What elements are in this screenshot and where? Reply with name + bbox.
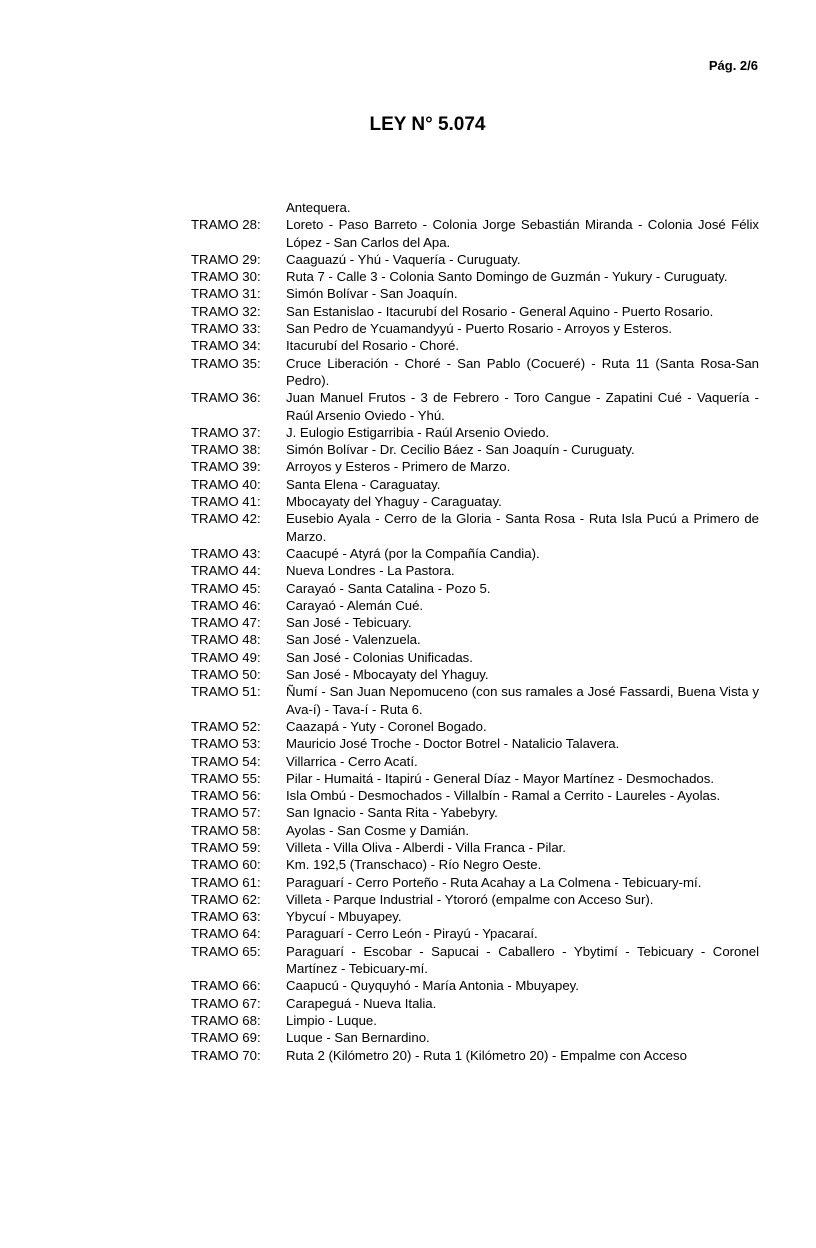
tramo-route: Ñumí - San Juan Nepomuceno (con sus ramales a José Fassardi, Buena Vista y Ava-í) - Tava-í - Ruta 6. xyxy=(286,684,759,717)
tramo-label: TRAMO 30: xyxy=(191,269,261,285)
tramo-label: TRAMO 59: xyxy=(191,839,261,855)
tramo-route: Limpio - Luque. xyxy=(286,1012,377,1028)
tramo-route: Arroyos y Esteros - Primero de Marzo. xyxy=(286,459,511,475)
tramo-row xyxy=(191,614,759,631)
tramo-row xyxy=(191,1047,759,1064)
tramo-row xyxy=(191,891,759,908)
tramo-route: Caacupé - Atyrá (por la Compañía Candia). xyxy=(286,545,540,561)
tramo-label: TRAMO 57: xyxy=(191,805,261,821)
tramo-row xyxy=(191,631,759,648)
tramo-label: TRAMO 41: xyxy=(191,494,261,510)
tramo-route: Simón Bolívar - San Joaquín. xyxy=(286,286,458,302)
tramo-row xyxy=(191,735,759,752)
tramo-route: Mauricio José Troche - Doctor Botrel - Natalicio Talavera. xyxy=(286,736,620,752)
tramo-row xyxy=(191,908,759,925)
tramo-route: Ybycuí - Mbuyapey. xyxy=(286,909,402,925)
tramo-label: TRAMO 29: xyxy=(191,251,261,267)
tramo-label: TRAMO 28: xyxy=(191,217,261,233)
tramo-row xyxy=(191,441,759,458)
tramo-row xyxy=(191,995,759,1012)
tramo-row xyxy=(191,493,759,510)
tramo-label: TRAMO 53: xyxy=(191,736,261,752)
tramo-row xyxy=(191,355,759,390)
tramo-route: Paraguarí - Cerro León - Pirayú - Ypacaraí. xyxy=(286,926,538,942)
tramo-row xyxy=(191,580,759,597)
tramo-label: TRAMO 61: xyxy=(191,874,261,890)
tramo-row xyxy=(191,856,759,873)
tramo-label: TRAMO 49: xyxy=(191,649,261,665)
tramo-row xyxy=(191,666,759,683)
tramo-label: TRAMO 68: xyxy=(191,1012,261,1028)
tramo-label: TRAMO 42: xyxy=(191,511,261,527)
tramo-row xyxy=(191,216,759,251)
tramo-label: TRAMO 39: xyxy=(191,459,261,475)
tramo-route: San Ignacio - Santa Rita - Yabebyry. xyxy=(286,805,498,821)
tramo-row xyxy=(191,285,759,302)
continuation-text: Antequera. xyxy=(286,200,351,215)
tramo-route: Luque - San Bernardino. xyxy=(286,1030,430,1046)
tramo-row xyxy=(191,320,759,337)
tramo-route: Juan Manuel Frutos - 3 de Febrero - Toro Cangue - Zapatini Cué - Vaquería - Raúl Arsenio Oviedo - Yhú. xyxy=(286,390,759,423)
tramo-label: TRAMO 44: xyxy=(191,563,261,579)
tramo-row xyxy=(191,787,759,804)
continuation-row xyxy=(191,199,759,216)
tramo-route: Itacurubí del Rosario - Choré. xyxy=(286,338,459,354)
tramo-label: TRAMO 46: xyxy=(191,597,261,613)
tramo-row xyxy=(191,303,759,320)
document-title: LEY N° 5.074 xyxy=(369,114,486,135)
tramo-route: Santa Elena - Caraguatay. xyxy=(286,476,441,492)
tramo-label: TRAMO 40: xyxy=(191,476,261,492)
tramo-route: Carayaó - Alemán Cué. xyxy=(286,597,424,613)
tramo-row xyxy=(191,337,759,354)
tramo-row xyxy=(191,943,759,978)
tramo-route: Isla Ombú - Desmochados - Villalbín - Ramal a Cerrito - Laureles - Ayolas. xyxy=(286,788,721,804)
tramo-route: Caazapá - Yuty - Coronel Bogado. xyxy=(286,718,487,734)
tramo-route: Paraguarí - Escobar - Sapucai - Caballero - Ybytimí - Tebicuary - Coronel Martínez - Tebicuary-mí. xyxy=(286,943,759,977)
tramo-route: Ruta 2 (Kilómetro 20) - Ruta 1 (Kilómetro 20) - Empalme con Acceso xyxy=(286,1047,687,1063)
tramo-row xyxy=(191,718,759,735)
tramo-route: Pilar - Humaitá - Itapirú - General Díaz - Mayor Martínez - Desmochados. xyxy=(286,770,714,786)
tramo-label: TRAMO 35: xyxy=(191,355,261,371)
tramo-row xyxy=(191,649,759,666)
tramo-route: Carapeguá - Nueva Italia. xyxy=(286,995,437,1011)
tramo-label: TRAMO 56: xyxy=(191,788,261,804)
page-number: Pág. 2/6 xyxy=(708,58,758,73)
tramo-label: TRAMO 51: xyxy=(191,684,261,700)
tramo-row xyxy=(191,251,759,268)
tramo-route: Caaguazú - Yhú - Vaquería - Curuguaty. xyxy=(286,251,521,267)
tramo-row xyxy=(191,977,759,994)
tramo-route: Caapucú - Quyquyhó - María Antonia - Mbuyapey. xyxy=(286,978,579,994)
tramo-row xyxy=(191,389,759,424)
tramo-label: TRAMO 54: xyxy=(191,753,261,769)
tramo-row xyxy=(191,770,759,787)
tramo-row xyxy=(191,925,759,942)
tramo-label: TRAMO 38: xyxy=(191,442,261,458)
tramo-row xyxy=(191,683,759,718)
tramo-label: TRAMO 45: xyxy=(191,580,261,596)
tramo-route: Villeta - Parque Industrial - Ytororó (empalme con Acceso Sur). xyxy=(286,891,654,907)
tramo-label: TRAMO 34: xyxy=(191,338,261,354)
tramo-route: Villeta - Villa Oliva - Alberdi - Villa Franca - Pilar. xyxy=(286,839,566,855)
tramo-label: TRAMO 52: xyxy=(191,718,261,734)
tramo-route: Km. 192,5 (Transchaco) - Río Negro Oeste. xyxy=(286,857,542,873)
tramo-list xyxy=(191,199,759,1064)
tramo-label: TRAMO 36: xyxy=(191,390,261,406)
tramo-row xyxy=(191,804,759,821)
tramo-route: Villarrica - Cerro Acatí. xyxy=(286,753,418,769)
tramo-label: TRAMO 31: xyxy=(191,286,261,302)
tramo-label: TRAMO 69: xyxy=(191,1030,261,1046)
tramo-row xyxy=(191,874,759,891)
tramo-label: TRAMO 65: xyxy=(191,943,261,959)
tramo-label: TRAMO 43: xyxy=(191,545,261,561)
tramo-route: Mbocayaty del Yhaguy - Caraguatay. xyxy=(286,494,502,510)
tramo-route: Paraguarí - Cerro Porteño - Ruta Acahay a La Colmena - Tebicuary-mí. xyxy=(286,874,702,890)
tramo-label: TRAMO 55: xyxy=(191,770,261,786)
tramo-label: TRAMO 37: xyxy=(191,424,261,440)
tramo-row xyxy=(191,510,759,545)
tramo-route: San Estanislao - Itacurubí del Rosario - General Aquino - Puerto Rosario. xyxy=(286,303,714,319)
tramo-row xyxy=(191,1012,759,1029)
tramo-label: TRAMO 66: xyxy=(191,978,261,994)
tramo-row xyxy=(191,839,759,856)
tramo-route: San José - Colonias Unificadas. xyxy=(286,649,473,665)
tramo-label: TRAMO 33: xyxy=(191,321,261,337)
tramo-route: Loreto - Paso Barreto - Colonia Jorge Sebastián Miranda - Colonia José Félix López - San Carlos del Apa. xyxy=(286,217,759,250)
tramo-label: TRAMO 62: xyxy=(191,891,261,907)
tramo-label: TRAMO 70: xyxy=(191,1047,261,1063)
tramo-row xyxy=(191,476,759,493)
tramo-row xyxy=(191,424,759,441)
tramo-label: TRAMO 64: xyxy=(191,926,261,942)
tramo-route: San José - Mbocayaty del Yhaguy. xyxy=(286,667,489,683)
tramo-row xyxy=(191,545,759,562)
tramo-row xyxy=(191,1029,759,1046)
tramo-route: Simón Bolívar - Dr. Cecilio Báez - San Joaquín - Curuguaty. xyxy=(286,442,635,458)
tramo-label: TRAMO 58: xyxy=(191,822,261,838)
tramo-label: TRAMO 32: xyxy=(191,303,261,319)
tramo-route: Nueva Londres - La Pastora. xyxy=(286,563,455,579)
tramo-label: TRAMO 47: xyxy=(191,615,261,631)
tramo-route: San Pedro de Ycuamandyyú - Puerto Rosario - Arroyos y Esteros. xyxy=(286,321,673,337)
tramo-row xyxy=(191,822,759,839)
tramo-route: Carayaó - Santa Catalina - Pozo 5. xyxy=(286,580,491,596)
tramo-row xyxy=(191,597,759,614)
tramo-route: Cruce Liberación - Choré - San Pablo (Cocueré) - Ruta 11 (Santa Rosa-San Pedro). xyxy=(286,355,759,388)
tramo-route: Ayolas - San Cosme y Damián. xyxy=(286,822,469,838)
tramo-route: J. Eulogio Estigarribia - Raúl Arsenio Oviedo. xyxy=(286,424,550,440)
tramo-label: TRAMO 60: xyxy=(191,857,261,873)
tramo-route: Ruta 7 - Calle 3 - Colonia Santo Domingo de Guzmán - Yukury - Curuguaty. xyxy=(286,269,728,285)
tramo-row xyxy=(191,458,759,475)
tramo-route: Eusebio Ayala - Cerro de la Gloria - Santa Rosa - Ruta Isla Pucú a Primero de Marzo. xyxy=(286,511,759,544)
tramo-row xyxy=(191,562,759,579)
tramo-row xyxy=(191,268,759,285)
tramo-route: San José - Valenzuela. xyxy=(286,632,421,648)
tramo-row xyxy=(191,753,759,770)
tramo-label: TRAMO 67: xyxy=(191,995,261,1011)
tramo-label: TRAMO 63: xyxy=(191,909,261,925)
tramo-route: San José - Tebicuary. xyxy=(286,615,412,631)
tramo-label: TRAMO 48: xyxy=(191,632,261,648)
tramo-label: TRAMO 50: xyxy=(191,667,261,683)
